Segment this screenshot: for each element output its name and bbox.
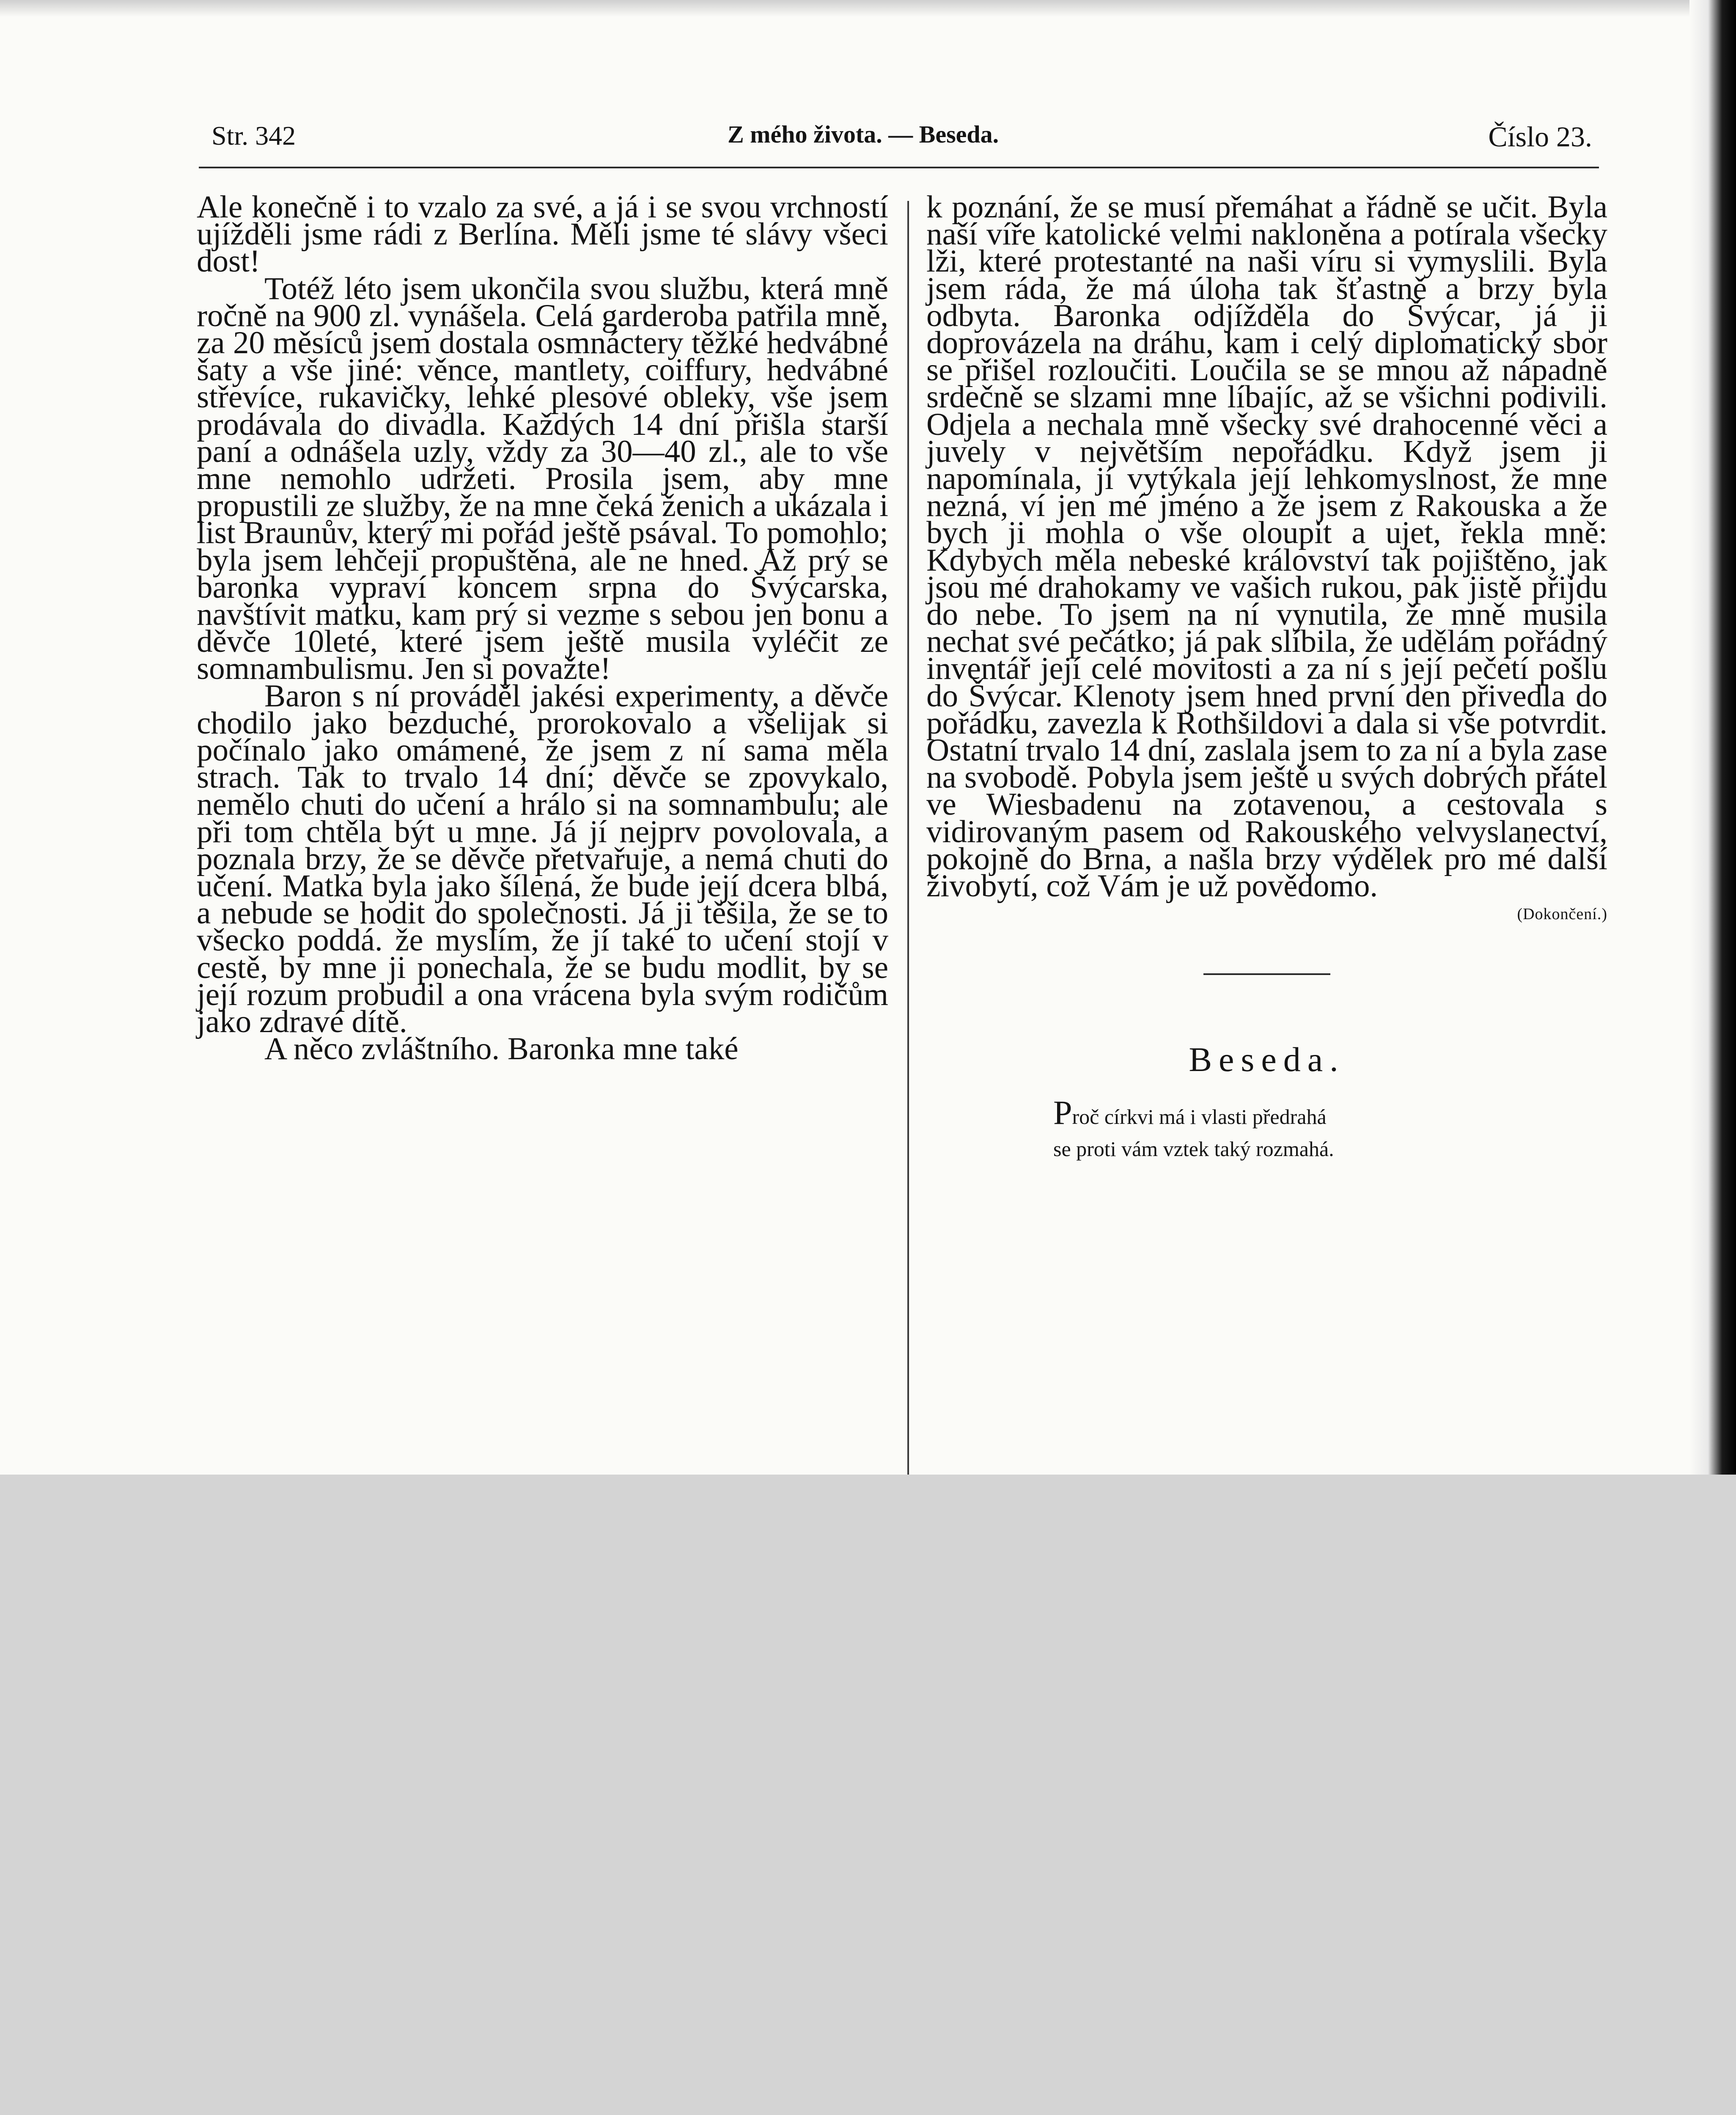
poem <box>1053 1094 1607 1165</box>
running-title: Z mého života. — Beseda. <box>728 121 999 148</box>
column-divider <box>907 201 909 1475</box>
paragraph: Totéž léto jsem ukončila svou službu, která mně ročně na 900 zl. vynášela. Celá garderoba patřila mně, za 20 měsíců jsem dostala osmnáctery těžké hedvábné šaty a vše jiné: věnce, mantlety, coiffury, hedvábné střevíce, rukavičky, lehké plesové obleky, vše jsem prodávala do divadla. Každých 14 dní přišla starší paní a odnášela uzly, vždy za 30—40 zl., ale to vše mne nemohlo udržeti. Prosila jsem, aby mne propustili ze služby, že na mne čeká ženich a ukázala i list Braunův, který mi pořád ještě psával. To pomohlo; byla jsem lehčeji propuštěna, ale ne hned. Až prý se baronka vypraví koncem srpna do Švýcarska, navštívit matku, kam prý si vezme s sebou jen bonu a děvče 10leté, které jsem ještě musila vyléčit ze somnambulismu. Jen si považte! <box>197 271 888 687</box>
paragraph: Ale konečně i to vzalo za své, a já i se svou vrchností ujížděli jsme rádi z Berlína. Měli jsme té slávy všeci dost! <box>197 190 888 279</box>
poem-line-text: roč církvi má i vlasti předrahá <box>1072 1105 1327 1129</box>
right-column <box>926 190 1607 1165</box>
paragraph: Baron s ní prováděl jakési experimenty, a děvče chodilo jako bezduché, prorokovalo a všelijak si počínalo jako omámené, že jsem z ní sama měla strach. Tak to trvalo 14 dní; děvče se zpovykalo, nemělo chuti do učení a hrálo si na somnambulu; ale při tom chtěla být u mne. Já jí nejprv povolovala, a poznala brzy, že se děvče přetvařuje, a nemá chuti do učení. Matka byla jako šílená, že bude její dcera blbá, a nebude se hodit do společnosti. Já ji těšila, že se to všecko poddá. že myslím, že jí také to učení stojí v cestě, by mne ji ponechala, že se budu modlit, by se její rozum probudil a ona vrácena byla svým rodičům jako zdravé dítě. <box>197 678 888 1040</box>
left-column <box>197 190 888 1067</box>
paragraph: k poznání, že se musí přemáhat a řádně se učit. Byla naší víře katolické velmi nakloněna a potírala všecky lži, které protestanté na naši víru si vymyslili. Byla jsem ráda, že má úloha tak šťastně a brzy byla odbyta. Baronka odjížděla do Švýcar, já ji doprovázela na dráhu, kam i celý diplomatický sbor se přišel rozloučiti. Loučila se se mnou až nápadně srdečně se slzami mne líbajíc, až se všichni podivili. Odjela a nechala mně všecky své drahocenné věci a juvely v největším nepořádku. Když jsem ji napomínala, jí vytýkala její lehkomyslnost, že mne nezná, ví jen mé jméno a že jsem z Rakouska a že bych ji mohla o vše oloupit a ujet, řekla mně: Kdybych měla nebeské království tak pojištěno, jak jsou mé drahokamy ve vašich rukou, pak jistě přijdu do nebe. To jsem na ní vynutila, že mně musila nechat své pečátko; já pak slíbila, že udělám pořádný inventář její celé movitosti a za ní s její pečetí pošlu do Švýcar. Klenoty jsem hned první den přivedla do pořádku, zavezla k Rothšildovi a dala si vše potvrdit. Ostatní trvalo 14 dní, zaslala jsem to za ní a byla zase na svobodě. Pobyla jsem ještě u svých dobrých přátel ve Wiesbadenu na zotavenou, a cestovala s vidirovaným pasem od Rakouského velvyslanectví, pokojně do Brna, a našla brzy výdělek pro mé další živobytí, což Vám je už povědomo. <box>926 190 1607 904</box>
end-note: (Dokončení.) <box>1517 905 1607 923</box>
section-separator <box>1203 973 1330 975</box>
poem-line: se proti vám vztek taký rozmahá. <box>1053 1137 1334 1161</box>
page-header <box>212 120 1592 158</box>
scan-top-edge <box>0 0 1736 17</box>
drop-cap: P <box>1053 1094 1072 1132</box>
issue-number: Číslo 23. <box>1488 121 1592 153</box>
page-number: Str. 342 <box>212 121 296 151</box>
poem-line <box>1053 1094 1607 1133</box>
header-rule <box>199 167 1599 168</box>
section-title: Beseda. <box>1189 1040 1345 1079</box>
paragraph: A něco zvláštního. Baronka mne také <box>264 1031 739 1067</box>
scan-right-edge <box>1689 0 1736 1475</box>
